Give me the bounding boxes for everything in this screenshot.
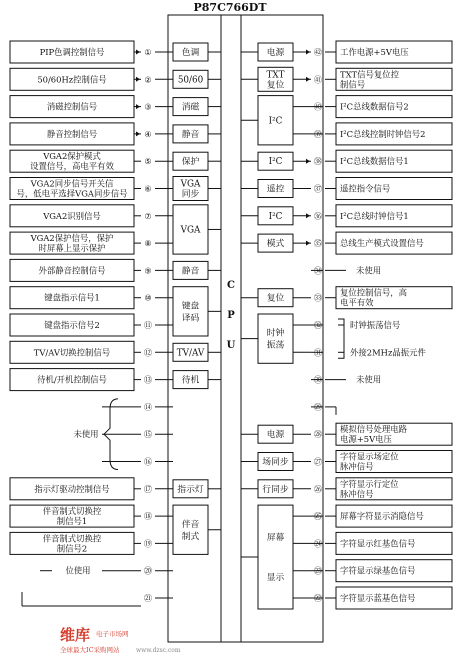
pin-number: ⑲ bbox=[143, 538, 153, 549]
signal-label: I²C总线时钟信号1 bbox=[340, 210, 409, 221]
pin-number: ㊵ bbox=[313, 101, 323, 112]
pin-number: ㉙ bbox=[313, 401, 323, 412]
signal-label: 脉冲信号 bbox=[340, 488, 374, 499]
watermark-text: 全球最大IC采购网站 bbox=[60, 646, 120, 654]
pin-number: ⑬ bbox=[143, 374, 153, 385]
signal-label: 电平有效 bbox=[340, 297, 374, 308]
signal-label: 模拟信号处理电路 bbox=[340, 424, 407, 435]
signal-label: 字符显示蓝基色信号 bbox=[340, 593, 416, 603]
signal-label: 脉冲信号 bbox=[340, 461, 374, 472]
function-block-left bbox=[173, 505, 208, 554]
signal-label: 字符显示红基色信号 bbox=[340, 538, 416, 549]
signal-label: 时屏幕上显示保护 bbox=[38, 243, 106, 254]
function-label: 复位 bbox=[266, 293, 285, 304]
function-label: 电源 bbox=[266, 430, 285, 441]
page-title: P87C766DT bbox=[193, 1, 267, 14]
watermark-text: 电子市场网 bbox=[96, 630, 129, 638]
pin-number: ② bbox=[144, 74, 152, 85]
pin-number: ⑩ bbox=[144, 292, 152, 303]
arrow-icon bbox=[306, 213, 310, 218]
arrow-icon bbox=[136, 77, 140, 82]
function-label: TXT bbox=[266, 70, 285, 81]
pin-number: ① bbox=[144, 47, 152, 57]
pin-number: ㉜ bbox=[313, 320, 323, 330]
pin-number: ㉘ bbox=[313, 429, 323, 440]
cpu-label: C bbox=[227, 280, 235, 291]
signal-label: I²C总线控制时钟信号2 bbox=[340, 128, 426, 139]
function-label: VGA bbox=[180, 225, 201, 236]
watermark-logo: 维库 bbox=[60, 626, 91, 644]
function-label: TV/AV bbox=[176, 348, 205, 359]
cpu-label: P bbox=[227, 310, 235, 321]
signal-label: VGA2保护信号，保护 bbox=[30, 233, 114, 244]
function-label: 译码 bbox=[181, 313, 200, 324]
function-label: 保护 bbox=[181, 157, 200, 168]
arrow-icon bbox=[136, 50, 140, 55]
pin-number: ㉝ bbox=[313, 292, 323, 303]
function-label: 50/60 bbox=[177, 75, 204, 86]
function-label: 静音 bbox=[181, 129, 200, 140]
function-label: 待机 bbox=[181, 375, 200, 386]
function-label: I²C bbox=[268, 116, 283, 127]
pin-number: ㉑ bbox=[143, 593, 153, 603]
pin-number: ㉛ bbox=[313, 347, 323, 358]
signal-label: I²C总线数据信号1 bbox=[340, 156, 409, 167]
pin-number: ㊲ bbox=[313, 183, 323, 194]
cpu-label: U bbox=[226, 340, 236, 351]
signal-label: 电源+5V电压 bbox=[340, 434, 392, 445]
pin-number: ㊴ bbox=[313, 128, 323, 139]
function-label: 键盘 bbox=[181, 301, 200, 312]
signal-label: I²C总线数据信号2 bbox=[340, 101, 409, 112]
pin-number: ⑨ bbox=[144, 265, 152, 276]
function-label: VGA bbox=[180, 179, 201, 190]
arrow-icon bbox=[306, 50, 310, 55]
signal-label: 复位控制信号，高 bbox=[340, 287, 407, 298]
signal-label: 未使用 bbox=[356, 265, 382, 276]
signal-label: 制信号2 bbox=[56, 543, 88, 554]
arrow-icon bbox=[136, 131, 140, 136]
function-label: 时钟 bbox=[266, 328, 285, 339]
pin-number: ㉞ bbox=[313, 265, 323, 276]
pin-number: ㊷ bbox=[313, 47, 323, 57]
pin-number: ㉚ bbox=[313, 374, 323, 385]
labels bbox=[17, 1, 427, 654]
function-label: 显示 bbox=[266, 573, 285, 584]
function-label: 振荡 bbox=[266, 340, 285, 351]
signal-label: 字符显示行定位 bbox=[340, 478, 399, 489]
pin-number: ⑳ bbox=[143, 565, 153, 576]
pin-number: ⑮ bbox=[143, 429, 153, 440]
signal-label: 伴音制式切换控 bbox=[42, 533, 102, 544]
arrow-icon bbox=[306, 241, 310, 246]
pin-number: ㉟ bbox=[313, 238, 323, 249]
pin-number: ㉖ bbox=[313, 483, 323, 494]
signal-label: VGA2保护模式 bbox=[43, 151, 101, 162]
function-label: 屏幕 bbox=[266, 533, 285, 544]
function-label: I²C bbox=[268, 211, 283, 222]
function-label: 消磁 bbox=[181, 102, 200, 113]
signal-label: 制信号1 bbox=[56, 516, 88, 527]
signal-label: VGA2同步信号开关信 bbox=[30, 178, 114, 189]
signal-label: TV/AV切换控制信号 bbox=[33, 347, 111, 358]
pin-number: ㉗ bbox=[313, 456, 323, 467]
signal-label: 号，低电平选择VGA同步信号 bbox=[16, 188, 128, 199]
signal-label: 50/60Hz控制信号 bbox=[37, 74, 107, 85]
pin-number: ⑧ bbox=[144, 238, 152, 249]
signal-label: 位使用 bbox=[65, 565, 91, 576]
signal-label: 静音控制信号 bbox=[46, 128, 98, 139]
arrow-icon bbox=[136, 104, 140, 109]
pin-number: ⑪ bbox=[143, 320, 153, 330]
signal-label: 键盘指示信号1 bbox=[44, 292, 100, 303]
pin-number: ⑦ bbox=[144, 210, 152, 221]
clock-label: 外接2MHz晶振元件 bbox=[350, 347, 426, 358]
unused-label: 未使用 bbox=[73, 429, 99, 440]
function-label: 场同步 bbox=[262, 457, 289, 468]
function-label: 电源 bbox=[266, 48, 285, 58]
signal-label: 未使用 bbox=[356, 374, 382, 385]
pin-number: ③ bbox=[144, 101, 152, 112]
signal-label: 键盘指示信号2 bbox=[44, 320, 100, 330]
pin-number: ⑤ bbox=[144, 156, 152, 167]
watermark-url: www.dzsc.com bbox=[136, 647, 181, 654]
signal-label: 字符显示绿基色信号 bbox=[340, 565, 416, 576]
signal-label: 设置信号，高电平有效 bbox=[30, 161, 114, 172]
pin-number: ⑭ bbox=[143, 401, 153, 412]
signal-label: VGA2识别信号 bbox=[43, 210, 101, 221]
signal-label: 消磁控制信号 bbox=[46, 101, 98, 112]
signal-label: 遥控指令信号 bbox=[340, 183, 391, 194]
pin-number: ㊳ bbox=[313, 156, 323, 167]
arrow-icon bbox=[306, 77, 310, 82]
cpu-core bbox=[221, 15, 241, 642]
function-block-right bbox=[258, 505, 293, 609]
signal-label: 屏幕字符显示消隐信号 bbox=[340, 511, 424, 522]
function-label: 伴音 bbox=[181, 519, 200, 530]
pin-number: ⑯ bbox=[143, 456, 153, 467]
function-label: 复位 bbox=[266, 80, 285, 91]
pin-number: ㉔ bbox=[313, 538, 323, 549]
function-label: 静音 bbox=[181, 266, 200, 277]
signal-label: 字符显示场定位 bbox=[340, 451, 399, 462]
function-label: 指示灯 bbox=[177, 484, 204, 495]
pin-number: ㊱ bbox=[313, 210, 323, 221]
signal-label: 指示灯驱动控制信号 bbox=[34, 483, 110, 494]
pin-number: ㉒ bbox=[313, 593, 323, 603]
signal-label: 伴音制式切换控 bbox=[42, 506, 102, 517]
arrow-icon bbox=[306, 159, 310, 164]
signal-label: 工作电源+5V电压 bbox=[340, 47, 409, 57]
function-label: 遥控 bbox=[266, 184, 285, 195]
signal-label: 总线生产模式设置信号 bbox=[340, 238, 424, 249]
pin-number: ㉕ bbox=[313, 511, 323, 522]
function-label: I²C bbox=[268, 157, 283, 168]
pin-number: ⑰ bbox=[143, 483, 153, 494]
function-label: 制式 bbox=[181, 531, 200, 542]
pin-number: ④ bbox=[144, 128, 152, 139]
pin-number: ㉓ bbox=[313, 565, 323, 576]
signal-label: TXT信号复位控 bbox=[340, 69, 400, 80]
function-label: 色调 bbox=[181, 48, 200, 58]
function-label: 模式 bbox=[266, 239, 285, 250]
signal-label: 待机/开机控制信号 bbox=[37, 374, 107, 385]
pin-number: ⑱ bbox=[143, 511, 153, 522]
signal-label: 制信号 bbox=[340, 79, 366, 90]
signal-label: PIP色调控制信号 bbox=[39, 47, 105, 57]
function-label: 同步 bbox=[181, 189, 200, 200]
pin-number: ⑫ bbox=[143, 347, 153, 358]
pin-number: ⑥ bbox=[144, 183, 152, 194]
function-label: 行同步 bbox=[262, 484, 289, 495]
signal-label: 外部静音控制信号 bbox=[38, 265, 106, 276]
pin-number: ㊶ bbox=[313, 74, 323, 85]
clock-label: 时钟振荡信号 bbox=[350, 320, 401, 330]
